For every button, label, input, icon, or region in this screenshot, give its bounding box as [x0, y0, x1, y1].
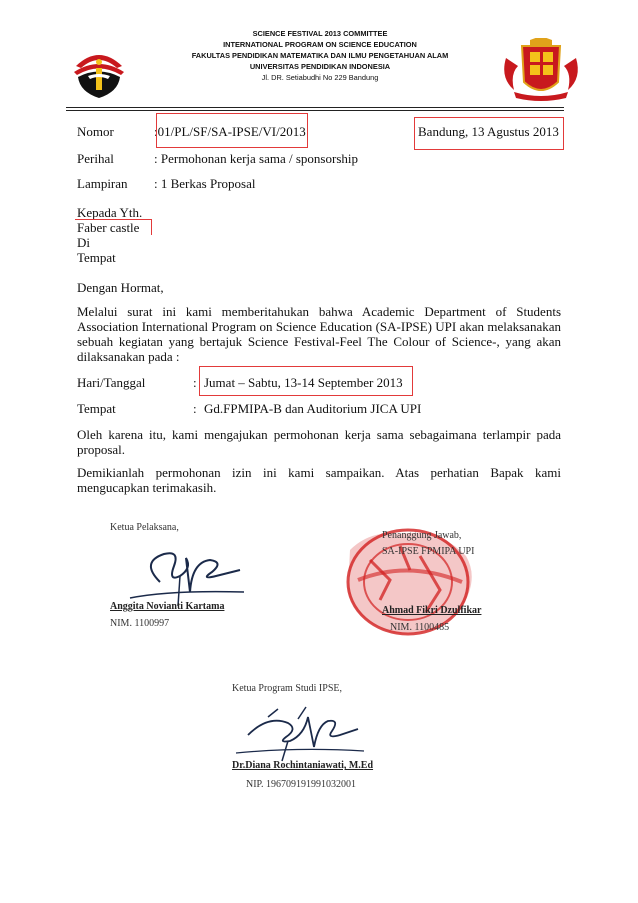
- recipient-highlight-box: [75, 219, 152, 235]
- lampiran-label: Lampiran: [77, 176, 128, 191]
- hari-label: Hari/Tanggal: [77, 375, 146, 390]
- letterhead-address: Jl. DR. Setiabudhi No 229 Bandung: [261, 73, 379, 82]
- greeting: Dengan Hormat,: [77, 280, 164, 295]
- body-paragraph-3: Demikianlah permohonan izin ini kami sampaikan. Atas perhatian Bapak kami mengucapkan terimakasih.: [77, 465, 561, 495]
- bottom-signer-name: Dr.Diana Rochintaniawati, M.Ed: [232, 760, 374, 771]
- right-signer-nim: NIM. 1100485: [390, 622, 450, 633]
- body-paragraph-1: Melalui surat ini kami memberitahukan bahwa Academic Department of Students Association International Program on Science Education (SA-IPSE) UPI akan melaksanakan sebuah kegiatan yang bertajuk Science Festival-Feel The Colour of Science-, yang akan dilaksanakan pada :: [77, 304, 561, 364]
- recipient-line-tempat: Tempat: [77, 250, 116, 265]
- bottom-signer-nip: NIP. 196709191991032001: [246, 779, 357, 790]
- bottom-signer-title: Ketua Program Studi IPSE,: [232, 683, 342, 694]
- tempat-label: Tempat: [77, 401, 116, 416]
- tempat-value: Gd.FPMIPA-B dan Auditorium JICA UPI: [204, 401, 422, 416]
- nomor-highlight-box: [156, 113, 308, 148]
- nomor-value: :01/PL/SF/SA-IPSE/VI/2013: [154, 124, 306, 139]
- hari-colon: :: [193, 375, 197, 390]
- right-signer-title: Penanggung Jawab,: [382, 530, 462, 541]
- header-divider-top: [66, 107, 564, 108]
- left-signature-icon: [120, 532, 250, 612]
- letter-date: Bandung, 13 Agustus 2013: [418, 124, 559, 139]
- letterhead-line-1: SCIENCE FESTIVAL 2013 COMMITTEE: [252, 29, 388, 38]
- left-signer-name: Anggita Novianti Kartama: [110, 601, 225, 612]
- right-signer-name: Ahmad Fikri Dzulfikar: [382, 605, 482, 616]
- ipse-emblem-icon: [500, 38, 582, 102]
- hari-highlight-box: [199, 366, 413, 396]
- header-divider-bottom: [66, 110, 564, 111]
- perihal-value: : Permohonan kerja sama / sponsorship: [154, 151, 358, 166]
- date-highlight-box: [414, 117, 564, 150]
- hari-value: Jumat – Sabtu, 13-14 September 2013: [204, 375, 403, 390]
- lampiran-value: : 1 Berkas Proposal: [154, 176, 256, 191]
- body-paragraph-2: Oleh karena itu, kami mengajukan permohonan kerja sama sebagaimana terlampir pada proposal.: [77, 427, 561, 457]
- nomor-label: Nomor: [77, 124, 114, 139]
- upi-logo-icon: [70, 42, 128, 100]
- left-signer-nim: NIM. 1100997: [110, 618, 170, 629]
- letterhead: [150, 28, 490, 83]
- recipient-line-di: Di: [77, 235, 90, 250]
- perihal-label: Perihal: [77, 151, 114, 166]
- letterhead-line-4: UNIVERSITAS PENDIDIKAN INDONESIA: [249, 62, 391, 71]
- bottom-signature-icon: [228, 695, 368, 765]
- right-signer-org: SA-IPSE FPMIPA UPI: [382, 546, 475, 557]
- letterhead-line-3: FAKULTAS PENDIDIKAN MATEMATIKA DAN ILMU PENGETAHUAN ALAM: [191, 51, 449, 60]
- recipient-salutation: Kepada Yth.: [77, 205, 143, 220]
- tempat-colon: :: [193, 401, 197, 416]
- recipient-name: Faber castle: [77, 220, 140, 235]
- letterhead-line-2: INTERNATIONAL PROGRAM ON SCIENCE EDUCATION: [223, 40, 417, 49]
- left-signer-title: Ketua Pelaksana,: [110, 522, 179, 533]
